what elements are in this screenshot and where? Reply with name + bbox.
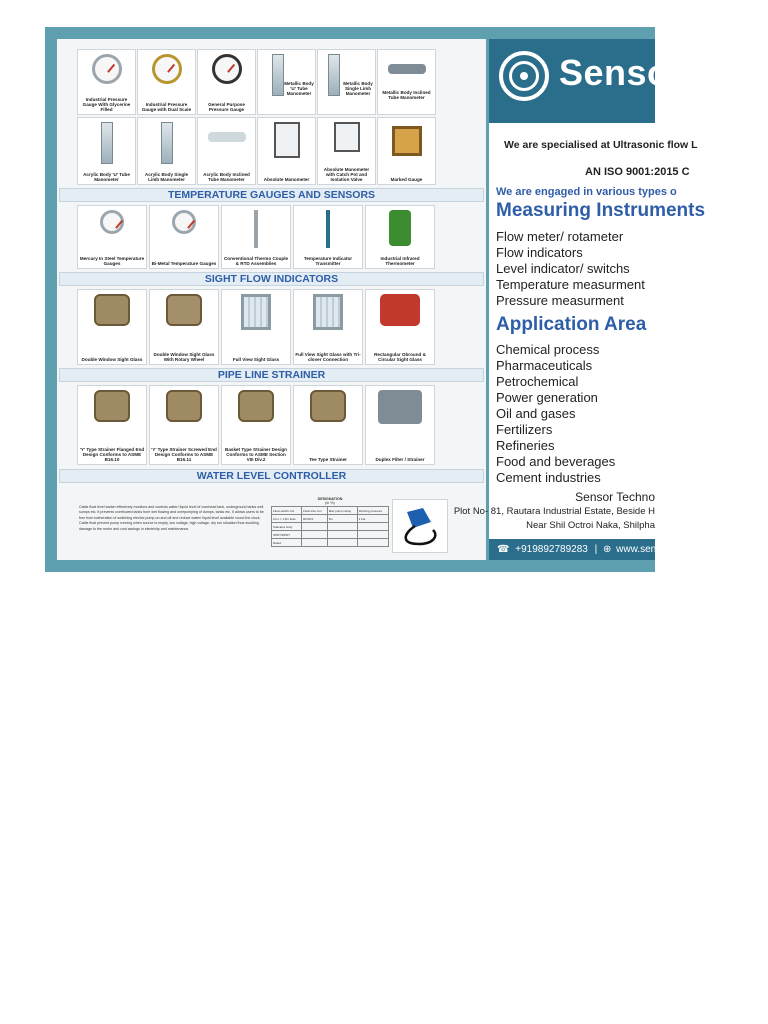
list-item: Petrochemical	[496, 374, 579, 389]
company-info-panel	[453, 39, 709, 560]
product-card	[77, 205, 147, 269]
manometer-icon	[101, 122, 113, 164]
product-label: Temperature Indicator Transmitter	[303, 256, 353, 266]
table-header: Working pressure	[357, 507, 388, 515]
sight-glass-icon	[166, 294, 202, 326]
product-label: Double Window Sight Glass	[81, 357, 143, 362]
manometer-icon	[334, 122, 360, 152]
product-label: 'Y' Type Strainer Flanged End Design Conforms to ASME B16.10	[79, 447, 145, 462]
table-cell: Rated	[272, 539, 302, 547]
table-header: Max pump rating	[327, 507, 357, 515]
product-label: Bi-Metal Temperature Gauges	[151, 261, 217, 266]
table-row	[272, 515, 389, 523]
product-label: Conventional Thermo Couple & RTD Assemblies	[223, 256, 289, 266]
product-label: Metallic Body Single Limb Manometer	[343, 81, 373, 96]
manometer-icon	[208, 132, 246, 142]
table-subtitle: (in %)	[325, 501, 335, 505]
list-item: Pharmaceuticals	[496, 358, 593, 373]
table-cell	[302, 531, 328, 539]
product-label: Industrial Pressure Gauge with Dual Scale	[141, 102, 192, 112]
float-switch-image	[392, 499, 448, 553]
infrared-thermometer-icon	[389, 210, 411, 246]
product-card	[221, 289, 291, 365]
product-card	[365, 205, 435, 269]
contact-bar	[489, 539, 709, 560]
table-header: Float switch rod	[272, 507, 302, 515]
table-cell	[357, 531, 388, 539]
product-label: Acrylic Body 'U' Tube Manometer	[83, 172, 130, 182]
product-label: Basket Type Strainer Design Conforms to ASME Section VIII Div.2	[225, 447, 287, 462]
table-row	[272, 523, 389, 531]
product-label: Duplex Filter / Strainer	[375, 457, 425, 462]
product-label: Rectangular Obround & Circular Sight Glass	[374, 352, 426, 362]
product-label: Acrylic Body Inclined Tube Manometer	[203, 172, 250, 182]
product-card	[77, 385, 147, 465]
product-card	[257, 117, 316, 185]
product-label: Absolute Manometer with Catch Pot and Isolation Valve	[323, 167, 370, 182]
pressure-gauge-icon	[152, 54, 182, 84]
thermocouple-icon	[254, 210, 258, 248]
designation-table	[271, 497, 389, 549]
list-item: Power generation	[496, 390, 598, 405]
product-card	[365, 385, 435, 465]
table-cell	[357, 539, 388, 547]
strainer-icon	[310, 390, 346, 422]
product-card	[137, 49, 196, 115]
table-cell: SPDT/DPDT	[272, 531, 302, 539]
product-label: Industrial Pressure Gauge With Glycerine Filled	[82, 97, 131, 112]
manometer-icon	[274, 122, 300, 158]
iso-text: AN ISO 9001:2015 C	[585, 166, 690, 178]
sight-glass-icon	[94, 294, 130, 326]
sight-glass-icon	[313, 294, 343, 330]
table-header: Float size mm	[302, 507, 328, 515]
table-header-row	[272, 507, 389, 515]
strainer-icon	[166, 390, 202, 422]
address-line-1: Plot No- 81, Rautara Industrial Estate, Beside H	[453, 506, 655, 517]
website-link[interactable]: www.sensortech.in	[616, 544, 700, 555]
phone-icon: ☎	[497, 544, 510, 555]
sensor-logo-icon	[499, 51, 549, 101]
list-item: Oil and gases	[496, 406, 576, 421]
product-label: Acrylic Body Single Limb Manometer	[144, 172, 189, 182]
list-item: Temperature measurment	[496, 277, 645, 292]
list-item: Cement industries	[496, 470, 601, 485]
product-card	[77, 49, 136, 115]
float-switch-icon	[393, 500, 447, 552]
brand-header	[489, 39, 685, 123]
product-card	[377, 117, 436, 185]
thermometer-icon	[172, 210, 196, 234]
table-cell	[327, 539, 357, 547]
phone-number[interactable]: +919892789283	[515, 544, 588, 555]
list-item: Chemical process	[496, 342, 600, 357]
product-card	[221, 385, 291, 465]
brand-name: Sensor	[559, 52, 685, 93]
list-item: Refineries	[496, 438, 555, 453]
sight-glass-icon	[380, 294, 420, 326]
engaged-text: We are engaged in various types o	[496, 186, 677, 198]
list-item: Flow meter/ rotameter	[496, 229, 624, 244]
gauge-box-icon	[392, 126, 422, 156]
product-card	[77, 117, 136, 185]
product-card	[293, 205, 363, 269]
product-label: Mercury In Steel Temperature Gauges	[79, 256, 145, 266]
address-line-2: Near Shil Octroi Naka, Shilpha	[526, 520, 655, 531]
product-label: Metallic Body 'U' Tube Manometer	[284, 81, 314, 96]
table-row	[272, 539, 389, 547]
product-card	[77, 289, 147, 365]
product-flyer	[45, 27, 709, 572]
product-label: Marked Gauge	[390, 177, 423, 182]
transmitter-icon	[326, 210, 330, 248]
manometer-icon	[272, 54, 284, 96]
product-label: Double Window Sight Glass With Rotary Wheel	[153, 352, 215, 362]
table-cell: 1m1 = 1.5m float	[272, 515, 302, 523]
strainer-icon	[238, 390, 274, 422]
table-cell: 1 bar	[357, 515, 388, 523]
manometer-icon	[161, 122, 173, 164]
product-card	[149, 205, 219, 269]
product-label: Absolute Manometer	[263, 177, 310, 182]
product-label: Full View Sight Glass with Tri-clover Connection	[295, 352, 361, 362]
measuring-heading: Measuring Instruments	[496, 200, 706, 221]
table-cell: Stainless body	[272, 523, 302, 531]
product-card	[293, 385, 363, 465]
product-label: Full View Sight Glass	[232, 357, 280, 362]
product-label: General Purpose Pressure Gauge	[208, 102, 245, 112]
globe-icon: ⊕	[603, 544, 612, 555]
table-title: DESIGNATION	[317, 497, 343, 501]
product-card	[137, 117, 196, 185]
product-card	[149, 289, 219, 365]
product-card	[293, 289, 363, 365]
list-item: Food and beverages	[496, 454, 616, 469]
separator: |	[706, 544, 709, 555]
list-item: Flow indicators	[496, 245, 583, 260]
product-card	[257, 49, 316, 115]
product-card	[221, 205, 291, 269]
product-card	[197, 117, 256, 185]
table-cell: RFW21	[302, 515, 328, 523]
section-heading-sightflow: SIGHT FLOW INDICATORS	[59, 272, 484, 286]
water-level-description: Cable float level switch effectively monitors and controls water/ liquid level of overhead tank, underground tanks well sumps etc. It prevents overflowed tanks from wet flowing and overpumping of dumps, tanks etc. It allows users to be free from botheration of switching electric pump on and off and reduce water/ liquid level available round the clock. Cable float prevent pump running when source is empty, low voltage, high voltage, dry run situation thus avoiding damage to the motor and cost savings in electricity and maintenance.	[79, 505, 264, 531]
table-cell	[302, 539, 328, 547]
pressure-gauge-icon	[92, 54, 122, 84]
thermometer-icon	[100, 210, 124, 234]
product-label: Industrial Infrared Thermometer	[380, 256, 420, 266]
product-card	[317, 49, 376, 115]
separator: |	[594, 544, 598, 555]
company-name: Sensor Techno	[575, 490, 655, 504]
product-catalog-panel	[57, 39, 486, 560]
pressure-gauge-icon	[212, 54, 242, 84]
application-heading: Application Area	[496, 314, 647, 335]
manometer-icon	[388, 64, 426, 74]
table-cell: 5m	[327, 515, 357, 523]
list-item: Fertilizers	[496, 422, 553, 437]
product-card	[317, 117, 376, 185]
product-label: Metallic Body Inclined Tube Manometer	[382, 90, 431, 100]
product-card	[149, 385, 219, 465]
manometer-icon	[328, 54, 340, 96]
table-cell	[302, 523, 328, 531]
strainer-icon	[94, 390, 130, 422]
specialised-text: We are specialised at Ultrasonic flow L	[504, 139, 698, 151]
product-label: Tee Type Strainer	[309, 457, 347, 462]
table-cell	[327, 531, 357, 539]
table-cell	[327, 523, 357, 531]
product-card	[377, 49, 436, 115]
product-card	[365, 289, 435, 365]
section-heading-strainer: PIPE LINE STRAINER	[59, 368, 484, 382]
product-card	[197, 49, 256, 115]
sight-glass-icon	[241, 294, 271, 330]
duplex-filter-icon	[378, 390, 422, 424]
table-cell	[357, 523, 388, 531]
section-heading-temperature: TEMPERATURE GAUGES AND SENSORS	[59, 188, 484, 202]
section-heading-water: WATER LEVEL CONTROLLER	[59, 469, 484, 483]
list-item: Level indicator/ switchs	[496, 261, 630, 276]
product-label: 'Y' Type Strainer Screwed End Design Conforms to ASME B16.11	[151, 447, 217, 462]
list-item: Pressure measurment	[496, 293, 624, 308]
table-row	[272, 531, 389, 539]
